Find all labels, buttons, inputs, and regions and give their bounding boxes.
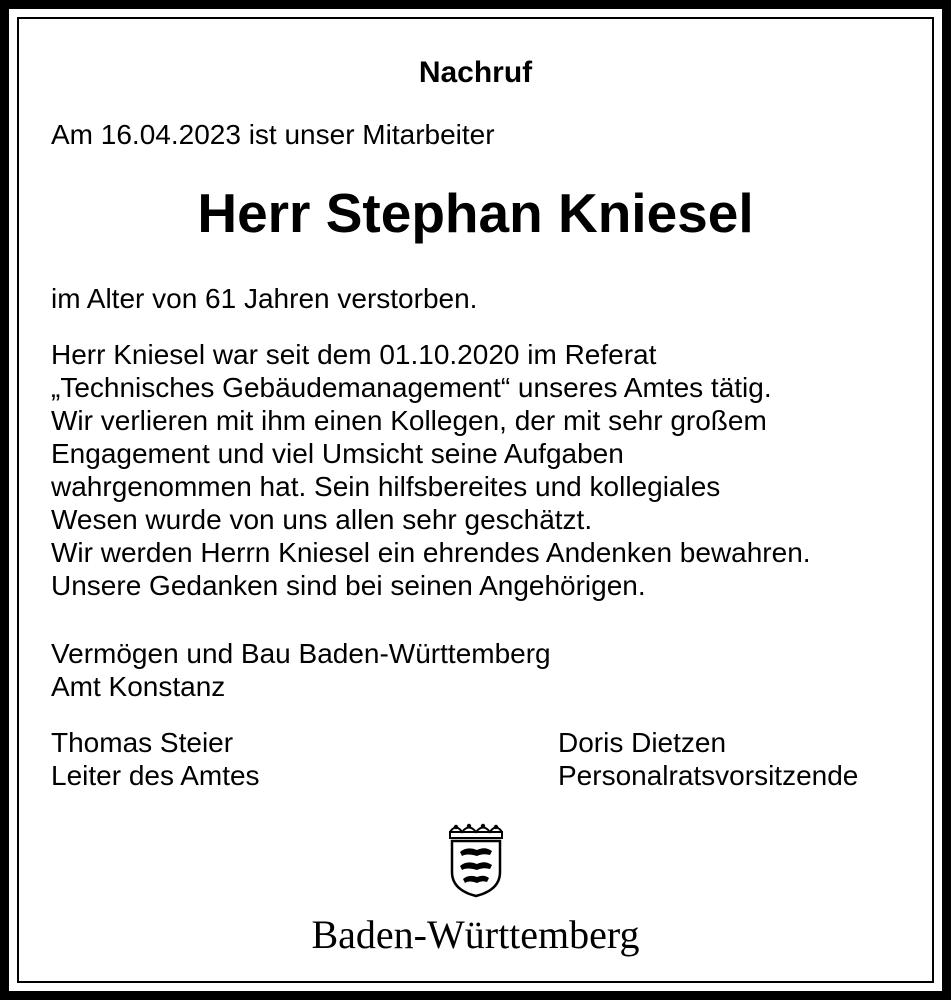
organization-name: Vermögen und Bau Baden-Württemberg xyxy=(51,638,551,669)
tribute-line: Wir werden Herrn Kniesel ein ehrendes Andenken bewahren. xyxy=(51,537,811,568)
signatory-name-right: Doris Dietzen xyxy=(558,727,727,758)
organization-office: Amt Konstanz xyxy=(51,671,226,702)
tribute-line: wahrgenommen hat. Sein hilfsbereites und kollegiales xyxy=(51,471,721,502)
tribute-line: Engagement und viel Umsicht seine Aufgaben xyxy=(51,438,624,469)
tribute-line: „Technisches Gebäudemanagement“ unseres Amtes tätig. xyxy=(51,372,772,403)
tribute-line: Herr Kniesel war seit dem 01.10.2020 im Referat xyxy=(51,339,657,370)
coat-of-arms-icon xyxy=(447,822,505,898)
signatory-role-right: Personalratsvorsitzende xyxy=(558,760,859,791)
signatory-name-left: Thomas Steier xyxy=(51,727,234,758)
tribute-line: Wir verlieren mit ihm einen Kollegen, der mit sehr großem xyxy=(51,405,767,436)
tribute-line: Wesen wurde von uns allen sehr geschätzt. xyxy=(51,504,593,535)
tribute-line: Unsere Gedanken sind bei seinen Angehörigen. xyxy=(51,570,646,601)
state-wordmark: Baden-Württemberg xyxy=(311,912,640,957)
deceased-name: Herr Stephan Kniesel xyxy=(197,182,754,244)
signatory-role-left: Leiter des Amtes xyxy=(51,760,260,791)
intro-line: Am 16.04.2023 ist unser Mitarbeiter xyxy=(51,119,495,150)
age-line: im Alter von 61 Jahren verstorben. xyxy=(51,283,478,314)
obituary-heading: Nachruf xyxy=(418,56,533,89)
